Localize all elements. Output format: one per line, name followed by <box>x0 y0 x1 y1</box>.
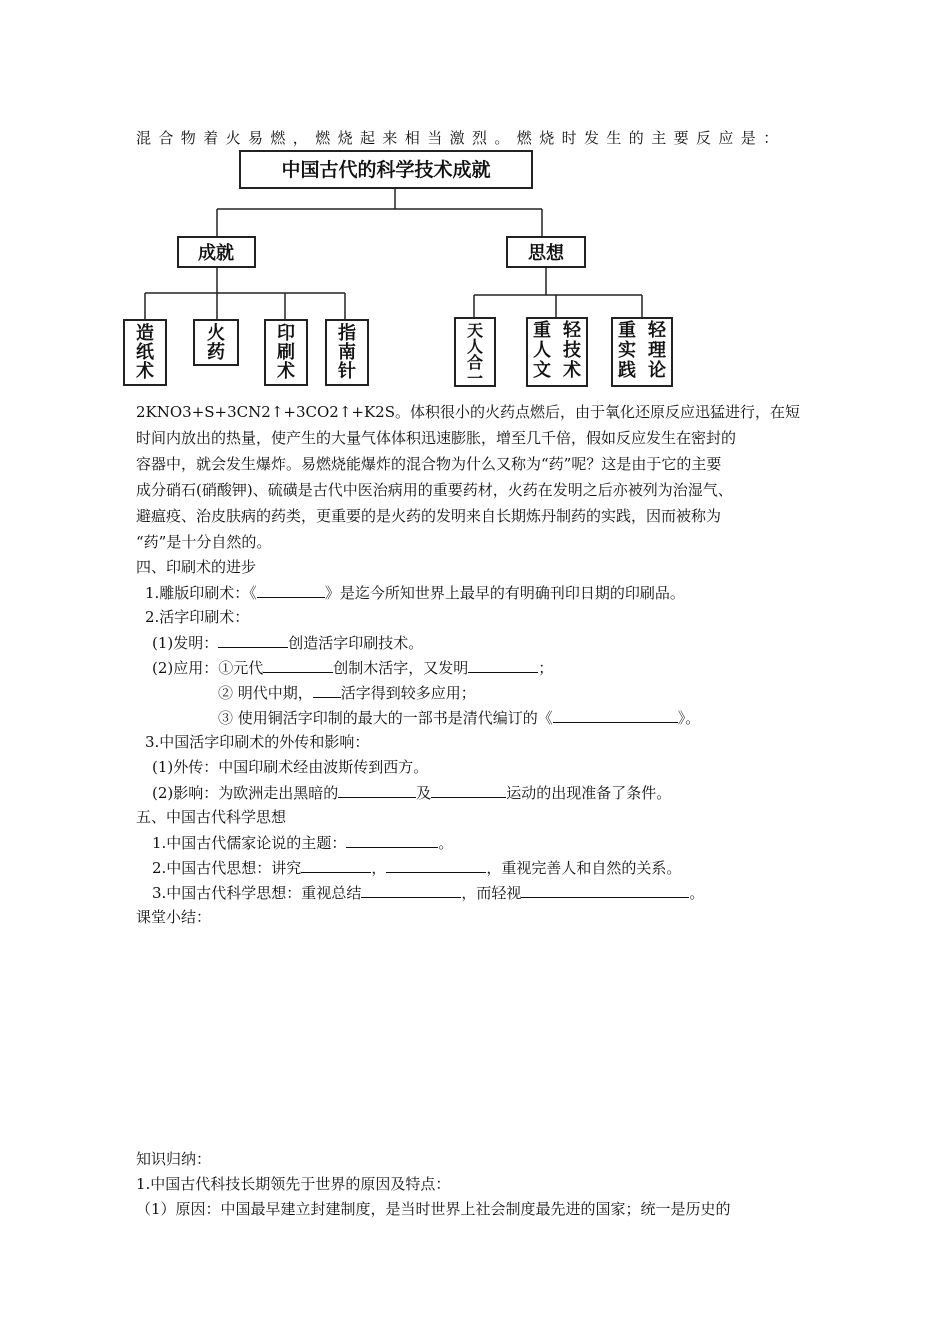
thought-leaf-char: 轻 <box>648 320 666 341</box>
tech-achievement-diagram <box>0 0 950 400</box>
paragraph-line-1: 2KNO3+S+3CN2↑+3CO2↑+K2S。体积很小的火药点燃后，由于氧化还原反应迅猛进行，在短 <box>136 403 800 421</box>
achievement-leaf-char: 印 <box>277 323 295 344</box>
answer-blank[interactable] <box>521 882 689 898</box>
branch-thought-label: 思想 <box>528 243 564 264</box>
section4-heading: 四、印刷术的进步 <box>136 558 257 576</box>
thought-leaf-char: 实 <box>618 340 636 361</box>
s4-l2-1-prefix: (1)发明： <box>152 634 219 652</box>
achievement-leaf-char: 南 <box>338 342 356 363</box>
answer-blank[interactable] <box>218 632 288 648</box>
s5-l2-mid: ， <box>371 859 387 877</box>
achievement-leaf-char: 纸 <box>136 342 154 363</box>
s4-l2-3-suffix: 活字得到较多应用； <box>340 684 476 702</box>
achievement-leaf-char: 术 <box>277 361 295 382</box>
paragraph-line-3: 容器中，就会发生爆炸。易燃烧能爆炸的混合物为什么又称为“药”呢？这是由于它的主要 <box>136 455 722 473</box>
answer-blank[interactable] <box>468 657 538 673</box>
achievement-leaf-char: 火 <box>207 323 225 344</box>
section4-item2-4 <box>218 707 700 728</box>
thought-leaf-char: 一 <box>466 369 484 388</box>
thought-leaf-char: 理 <box>648 340 666 361</box>
knowledge-item1-1: （1）原因：中国最早建立封建制度，是当时世界上社会制度最先进的国家；统一是历史的 <box>136 1200 731 1218</box>
thought-leaf-char: 重 <box>533 320 551 341</box>
s4-l3-2-mid: 及 <box>416 784 432 802</box>
section4-item2-3 <box>218 682 476 703</box>
s5-l3-suffix: 。 <box>689 884 705 902</box>
s4-l2-2-mid: 创制木活字，又发明 <box>333 659 469 677</box>
diagram-title: 中国古代的科学技术成就 <box>281 159 491 181</box>
thought-leaf-char: 人 <box>533 340 551 361</box>
paragraph-line-4: 成分硝石(硝酸钾)、硫磺是古代中医治病用的重要药材，火药在发明之后亦被列为治湿气、 <box>136 481 733 499</box>
answer-blank[interactable] <box>346 832 438 848</box>
answer-blank[interactable] <box>301 857 371 873</box>
s5-l1-suffix: 。 <box>438 834 454 852</box>
answer-blank[interactable] <box>361 882 461 898</box>
answer-blank[interactable] <box>263 657 333 673</box>
s4-l2-4-prefix: ③ 使用铜活字印制的最大的一部书是清代编订的《 <box>218 709 553 727</box>
thought-leaf-char: 轻 <box>563 320 581 341</box>
thought-leaf-char: 践 <box>618 360 636 381</box>
section4-item3-1: (1)外传：中国印刷术经由波斯传到西方。 <box>152 758 429 776</box>
section5-item3 <box>152 882 704 903</box>
paragraph-line-5: 避瘟疫、治皮肤病的药类，更重要的是火药的发明来自长期炼丹制药的实践，因而被称为 <box>136 507 722 525</box>
thought-leaf-char: 术 <box>563 360 581 381</box>
s4-l2-2-prefix: (2)应用：①元代 <box>152 659 264 677</box>
s5-l2-prefix: 2.中国古代思想：讲究 <box>152 859 302 877</box>
achievement-leaf-char: 针 <box>338 361 356 382</box>
achievement-leaf-char: 术 <box>136 361 154 382</box>
s4-l2-2-suffix: ； <box>538 659 554 677</box>
answer-blank[interactable] <box>338 782 416 798</box>
section4-item3-2 <box>152 782 671 803</box>
answer-blank[interactable] <box>257 582 325 598</box>
s4-l1-prefix: 1.雕版印刷术：《 <box>145 584 257 602</box>
answer-blank[interactable] <box>431 782 506 798</box>
section4-item2-2 <box>152 657 553 678</box>
s4-l2-1-suffix: 创造活字印刷技术。 <box>288 634 424 652</box>
thought-leaf-char: 人 <box>466 337 484 356</box>
answer-blank[interactable] <box>386 857 486 873</box>
thought-leaf-char: 文 <box>533 360 551 381</box>
thought-leaf-char: 合 <box>466 353 484 372</box>
s4-l3-2-suffix: 运动的出现准备了条件。 <box>506 784 672 802</box>
thought-leaf-char: 技 <box>563 340 581 361</box>
s5-l3-mid: ，而轻视 <box>461 884 522 902</box>
section4-item2: 2.活字印刷术： <box>145 608 250 626</box>
summary-label: 课堂小结： <box>136 908 212 926</box>
thought-leaf-char: 天 <box>466 321 484 340</box>
s5-l2-suffix: ，重视完善人和自然的关系。 <box>486 859 682 877</box>
achievement-leaf-char: 药 <box>207 342 225 363</box>
section4-item2-1 <box>152 632 423 653</box>
s4-l3-2-prefix: (2)影响：为欧洲走出黑暗的 <box>152 784 339 802</box>
s5-l3-prefix: 3.中国古代科学思想：重视总结 <box>152 884 362 902</box>
section5-item1 <box>152 832 453 853</box>
knowledge-heading: 知识归纳： <box>136 1150 212 1168</box>
s4-l1-suffix: 》是迄今所知世界上最早的有明确刊印日期的印刷品。 <box>324 584 685 602</box>
thought-leaf-char: 论 <box>648 360 666 381</box>
paragraph-line-6: “药”是十分自然的。 <box>136 533 272 551</box>
intro-line: 混合物着火易燃，燃烧起来相当激烈。燃烧时发生的主要反应是： <box>136 129 786 147</box>
knowledge-item1: 1.中国古代科技长期领先于世界的原因及特点： <box>136 1175 451 1193</box>
achievement-leaf-char: 刷 <box>277 342 295 363</box>
section5-heading: 五、中国古代科学思想 <box>136 808 287 826</box>
achievement-leaf-char: 指 <box>338 323 356 344</box>
section5-item2 <box>152 857 681 878</box>
s4-l2-3-prefix: ② 明代中期， <box>218 684 313 702</box>
paragraph-line-2: 时间内放出的热量，使产生的大量气体体积迅速膨胀，增至几千倍，假如反应发生在密封的 <box>136 429 737 447</box>
achievement-leaf-char: 造 <box>136 323 154 344</box>
branch-achievement-label: 成就 <box>198 243 234 264</box>
thought-leaf-char: 重 <box>618 320 636 341</box>
answer-blank[interactable] <box>553 707 678 723</box>
section4-item3: 3.中国活字印刷术的外传和影响： <box>145 733 370 751</box>
s5-l1-prefix: 1.中国古代儒家论说的主题： <box>152 834 347 852</box>
answer-blank[interactable] <box>313 682 341 698</box>
section4-item1 <box>145 582 685 603</box>
s4-l2-4-suffix: 》。 <box>677 709 701 727</box>
